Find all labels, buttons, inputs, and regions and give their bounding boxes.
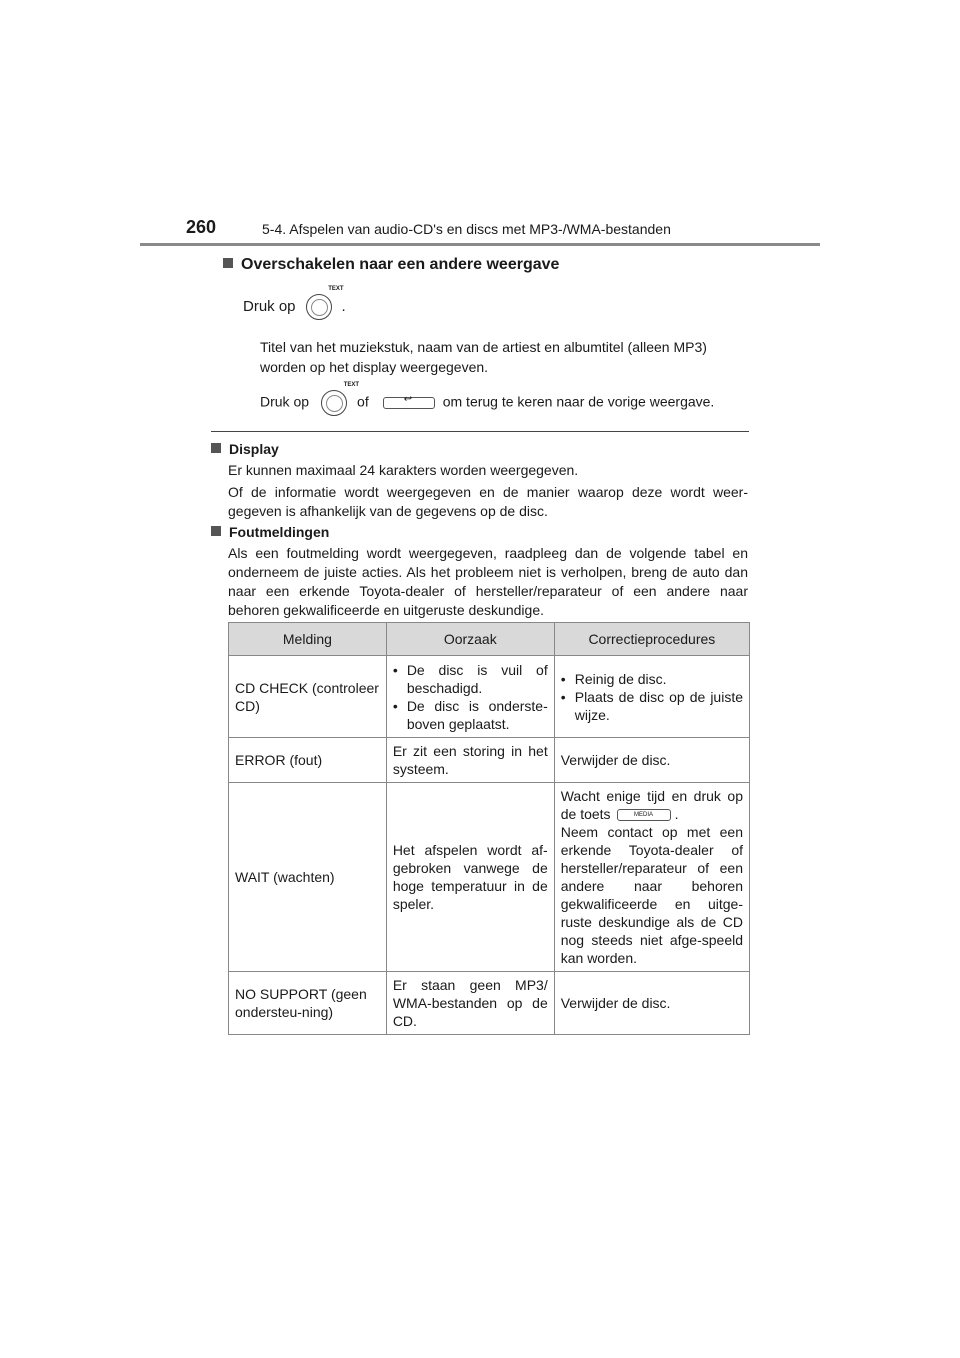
correctie-suffix: .	[674, 806, 679, 822]
header-melding: Melding	[229, 623, 387, 656]
list-item: • De disc is onderste-boven geplaatst.	[393, 697, 548, 733]
text-button-icon: TEXT	[302, 290, 336, 324]
page-number: 260	[186, 217, 217, 237]
cell-melding: NO SUPPORT (geen ondersteu-ning)	[229, 972, 387, 1035]
table-header-row	[229, 623, 750, 656]
error-table	[228, 622, 750, 1035]
error-messages-heading: Foutmeldingen	[211, 524, 329, 540]
header-correctie: Correctieprocedures	[554, 623, 749, 656]
list-item: • Reinig de disc.	[561, 670, 743, 688]
back-instruction	[260, 382, 715, 420]
cell-oorzaak: Er staan geen MP3/ WMA-bestanden op de CD.	[386, 972, 554, 1035]
display-paragraph-1: Er kunnen maximaal 24 karakters worden weergegeven.	[228, 462, 579, 478]
correctie-rest: Neem contact op met een erkende Toyota-dealer of hersteller/reparateur of een andere naar behoren gekwalificeerde en uitge-ruste deskundige als de CD nog steeds niet afge-speeld kan worden.	[560, 824, 743, 966]
cell-oorzaak: Er zit een storing in het systeem.	[386, 738, 554, 783]
cell-oorzaak	[386, 656, 554, 738]
cell-correctie: Verwijder de disc.	[554, 738, 749, 783]
back-or: of	[357, 393, 369, 410]
table-row	[229, 656, 750, 738]
header-divider	[140, 243, 820, 246]
switch-display-heading	[223, 256, 559, 274]
cell-oorzaak: Het afspelen wordt af-gebroken vanwege de hoge temperatuur in de speler.	[386, 783, 554, 972]
switch-display-heading-text: Overschakelen naar een andere weergave	[241, 256, 560, 273]
back-suffix: om terug te keren naar de vorige weergave.	[442, 393, 715, 410]
cell-melding: CD CHECK (controleer CD)	[229, 656, 387, 738]
media-button-icon: MEDIA	[617, 809, 671, 821]
square-bullet-icon	[223, 258, 233, 268]
section-title: 5-4. Afspelen van audio-CD's en discs met MP3-/WMA-bestanden	[262, 221, 671, 237]
back-prefix: Druk op	[260, 393, 310, 410]
cell-melding: WAIT (wachten)	[229, 783, 387, 972]
cell-correctie	[554, 783, 749, 972]
back-button-icon: ↩	[383, 397, 435, 409]
square-bullet-icon	[211, 526, 221, 536]
section-divider	[211, 431, 749, 432]
display-paragraph-2: Of de informatie wordt weergegeven en de manier waarop deze wordt weer-gegeven is afhankelijk van de gegevens op de disc.	[228, 484, 748, 519]
cell-melding: ERROR (fout)	[229, 738, 387, 783]
info-text: Titel van het muziekstuk, naam van de artiest en albumtitel (alleen MP3) worden op het display weergegeven.	[260, 339, 707, 375]
press-text-instruction	[243, 286, 346, 324]
error-messages-paragraph: Als een foutmelding wordt weergegeven, raadpleeg dan de volgende tabel en onderneem de juiste acties. Als het probleem niet is verholpen, breng de auto dan naar een erkende Toyota-dealer of hersteller/reparateur of een andere naar behoren gekwalificeerde en uitgeruste deskundige.	[228, 545, 748, 618]
list-item: • Plaats de disc op de juiste wijze.	[561, 688, 743, 724]
display-heading: Display	[211, 441, 279, 457]
cell-correctie: Verwijder de disc.	[554, 972, 749, 1035]
correctie-prefix: Wacht enige tijd en druk op de toets	[560, 788, 743, 822]
header-oorzaak: Oorzaak	[386, 623, 554, 656]
text-button-icon: TEXT	[317, 386, 351, 420]
square-bullet-icon	[211, 443, 221, 453]
press-prefix: Druk op	[243, 297, 296, 315]
list-item: • De disc is vuil of beschadigd.	[393, 661, 548, 697]
cell-correctie	[554, 656, 749, 738]
press-suffix: .	[341, 297, 346, 315]
table-row	[229, 972, 750, 1035]
table-row	[229, 783, 750, 972]
table-row	[229, 738, 750, 783]
